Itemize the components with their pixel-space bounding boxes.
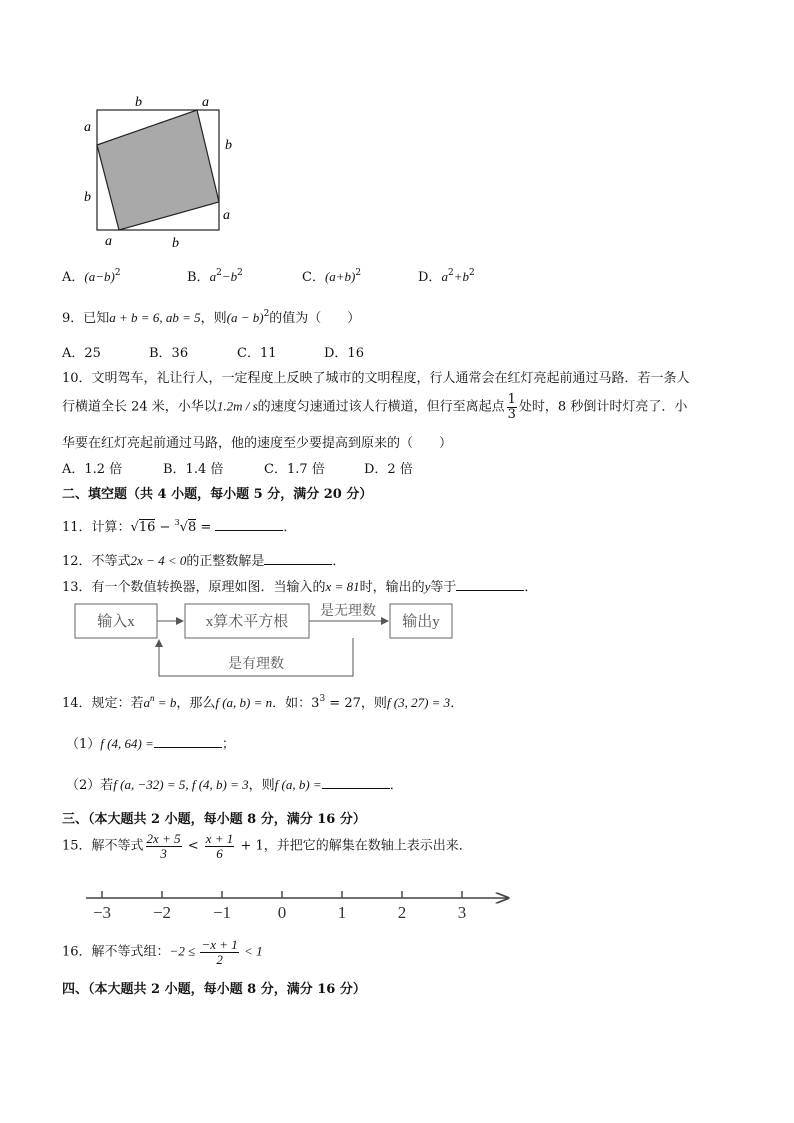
inner-tilted-square (97, 110, 219, 230)
q8-option-b[interactable]: B．$a^2-b^2$ (187, 268, 243, 285)
flow-box-input-label: 输入x (97, 614, 135, 630)
axis-tick-label: −2 (152, 903, 172, 922)
q10-line1: 10．文明驾车，礼让行人，一定程度上反映了城市的文明程度，行人通常会在红灯亮起前通过马路．若一条人 (62, 371, 690, 386)
label-bottom-b: b (172, 236, 179, 250)
label-top-a: a (202, 95, 209, 110)
q14-stem: 14．规定：若$a^n = b$，那么f (a, b) = n．如：$3^3 = 27$，则f (3, 27) = 3． (62, 693, 464, 711)
q9-stem: 9．已知a + b = 6, ab = 5，则$(a - b)^2$的值为（ ） (62, 309, 361, 326)
axis-tick-label: 2 (397, 903, 407, 922)
q14-sub2: （2）若f (a, −32) = 5, f (4, b) = 3，则f (a, b) = ． (66, 777, 403, 793)
q12-stem: 12．不等式2x − 4 < 0的正整数解是 ． (62, 553, 346, 569)
q14-sub1: （1）f (4, 64) = ； (66, 736, 235, 752)
q13-stem: 13．有一个数值转换器，原理如图．当输入的x = 81时，输出的y等于 ． (62, 579, 538, 595)
q15-fraction-2: $\frac{x + 1}{6}$ (205, 831, 234, 861)
q16-fraction: $\frac{-x + 1}{2}$ (201, 937, 238, 967)
flow-box-output-label: 输出y (402, 614, 440, 630)
label-left-a: a (84, 120, 91, 135)
q10-line3: 华要在红灯亮起前通过马路，他的速度至少要提高到原来的（ ） (62, 436, 453, 451)
q8-option-c[interactable]: C．$(a+b)^2$ (302, 268, 362, 285)
q12-answer-blank[interactable] (264, 564, 332, 565)
axis-tick-label: −1 (212, 903, 232, 922)
square-figure (80, 90, 250, 250)
flow-arrow-bottom-label: 是有理数 (228, 657, 284, 672)
section-3-title: 三、（本大题共 2 小题，每小题 8 分，满分 16 分） (62, 812, 366, 827)
q10-option-c[interactable]: C．1.7 倍 (264, 462, 325, 477)
q13-flow-diagram (70, 600, 460, 680)
q9-option-d[interactable]: D．16 (324, 346, 364, 361)
q11-answer-blank[interactable] (215, 530, 283, 531)
q15-stem: 15．解不等式 $\frac{2x + 5}{3}$ < $\frac{x + 1}{6}$ + 1，并把它的解集在数轴上表示出来． (62, 831, 472, 861)
q14-sub2-answer-blank[interactable] (322, 788, 390, 789)
q9-option-c[interactable]: C．11 (237, 346, 277, 361)
label-left-b: b (84, 190, 91, 205)
q14-sub1-answer-blank[interactable] (154, 747, 222, 748)
q8-option-d[interactable]: D．$a^2+b^2$ (418, 268, 475, 285)
label-right-a: a (223, 208, 230, 223)
axis-tick-label: 3 (457, 903, 467, 922)
q16-stem: 16．解不等式组：−2 ≤ $\frac{-x + 1}{2}$ < 1 (62, 937, 263, 967)
q10-option-b[interactable]: B．1.4 倍 (163, 462, 224, 477)
axis-tick-label: 1 (337, 903, 347, 922)
q9-option-b[interactable]: B．36 (149, 346, 189, 361)
q10-fraction: $\frac{1}{3}$ (507, 392, 516, 422)
section-2-title: 二、填空题（共 4 小题，每小题 5 分，满分 20 分） (62, 487, 373, 502)
label-right-b: b (225, 138, 232, 153)
q9-option-a[interactable]: A．25 (62, 346, 101, 361)
flow-box-sqrt-label: x算术平方根 (205, 614, 289, 630)
sqrt-symbol: √ (130, 520, 139, 535)
label-top-b: b (135, 95, 142, 110)
axis-tick-label: 0 (277, 903, 287, 922)
q13-answer-blank[interactable] (456, 590, 524, 591)
q11-stem: 11．计算：√16 − $^3$√8 = ． (62, 518, 297, 535)
q10-option-d[interactable]: D．2 倍 (364, 462, 413, 477)
q8-option-a[interactable]: A．$(a-b)^2$ (62, 268, 121, 285)
axis-tick-label: −3 (92, 903, 112, 922)
q10-line2: 行横道全长 24 米，小华以1.2m / s的速度匀速通过该人行横道，但行至离起点 $\frac{1}{3}$ 处时，8 秒倒计时灯亮了．小 (62, 392, 688, 422)
q15-number-line (80, 886, 520, 926)
section-4-title: 四、（本大题共 2 小题，每小题 8 分，满分 16 分） (62, 982, 366, 997)
label-bottom-a: a (105, 234, 112, 249)
flow-arrow-top-label: 是无理数 (320, 604, 376, 619)
cbrt-symbol: √ (179, 520, 188, 535)
q15-fraction-1: $\frac{2x + 5}{3}$ (146, 831, 181, 861)
q10-option-a[interactable]: A．1.2 倍 (62, 462, 123, 477)
